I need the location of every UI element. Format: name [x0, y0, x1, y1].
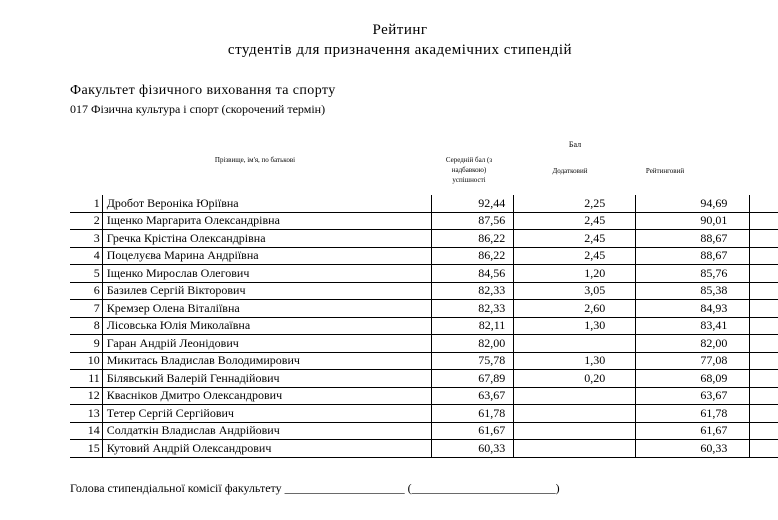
student-name: Поцелуєва Марина Андріївна — [102, 247, 431, 265]
table-row — [70, 370, 778, 388]
average-score: 63,67 — [431, 387, 513, 405]
average-score: 60,33 — [431, 440, 513, 458]
row-number: 12 — [70, 387, 102, 405]
table-row — [70, 352, 778, 370]
row-number: 15 — [70, 440, 102, 458]
average-score: 92,44 — [431, 195, 513, 212]
student-name: Микитась Владислав Володимирович — [102, 352, 431, 370]
table-row — [70, 247, 778, 265]
rating-table — [70, 195, 778, 458]
additional-score — [514, 387, 636, 405]
additional-score: 1,30 — [514, 352, 636, 370]
table-row — [70, 212, 778, 230]
rating-score: 63,67 — [636, 387, 750, 405]
row-number: 8 — [70, 317, 102, 335]
additional-score — [514, 335, 636, 353]
table-row-spacer — [750, 335, 778, 353]
student-name: Квасніков Дмитро Олександрович — [102, 387, 431, 405]
rating-score: 77,08 — [636, 352, 750, 370]
row-number: 10 — [70, 352, 102, 370]
rating-score: 84,93 — [636, 300, 750, 318]
average-score: 82,33 — [431, 282, 513, 300]
table-row — [70, 230, 778, 248]
table-row — [70, 282, 778, 300]
document-title: Рейтинг — [372, 22, 428, 38]
student-name: Тетер Сергій Сергійович — [102, 405, 431, 423]
student-name: Іщенко Мирослав Олегович — [102, 265, 431, 283]
student-name: Гречка Крістіна Олександрівна — [102, 230, 431, 248]
row-number: 14 — [70, 422, 102, 440]
rating-score: 88,67 — [636, 230, 750, 248]
student-name: Білявський Валерій Геннадійович — [102, 370, 431, 388]
table-row-spacer — [750, 300, 778, 318]
average-score: 82,11 — [431, 317, 513, 335]
average-score: 82,00 — [431, 335, 513, 353]
average-score: 61,78 — [431, 405, 513, 423]
student-name: Кутовий Андрій Олександрович — [102, 440, 431, 458]
row-number: 11 — [70, 370, 102, 388]
row-number: 1 — [70, 195, 102, 212]
rating-score: 60,33 — [636, 440, 750, 458]
student-name: Кремзер Олена Віталіївна — [102, 300, 431, 318]
table-row-spacer — [750, 195, 778, 212]
table-row-spacer — [750, 440, 778, 458]
table-row-spacer — [750, 247, 778, 265]
average-score: 61,67 — [431, 422, 513, 440]
additional-score: 3,05 — [514, 282, 636, 300]
rating-score: 68,09 — [636, 370, 750, 388]
table-row — [70, 317, 778, 335]
table-row-spacer — [750, 212, 778, 230]
row-number: 13 — [70, 405, 102, 423]
table-row-spacer — [750, 352, 778, 370]
additional-score — [514, 440, 636, 458]
additional-score: 2,60 — [514, 300, 636, 318]
student-name: Дробот Вероніка Юріївна — [102, 195, 431, 212]
table-row — [70, 440, 778, 458]
average-score: 84,56 — [431, 265, 513, 283]
document-subtitle: студентів для призначення академічних стипендій — [227, 42, 573, 58]
table-row — [70, 265, 778, 283]
rating-score: 83,41 — [636, 317, 750, 335]
rating-score: 94,69 — [636, 195, 750, 212]
column-header-name: Прізвище, ім'я, по батькові — [214, 156, 296, 164]
column-header-score-group: Бал — [568, 140, 582, 149]
rating-score: 90,01 — [636, 212, 750, 230]
row-number: 4 — [70, 247, 102, 265]
table-row-spacer — [750, 422, 778, 440]
table-row — [70, 387, 778, 405]
row-number: 6 — [70, 282, 102, 300]
average-score: 86,22 — [431, 247, 513, 265]
rating-score: 88,67 — [636, 247, 750, 265]
row-number: 7 — [70, 300, 102, 318]
student-name: Солдаткін Владислав Андрійович — [102, 422, 431, 440]
additional-score — [514, 405, 636, 423]
student-name: Гаран Андрій Леонідович — [102, 335, 431, 353]
row-number: 9 — [70, 335, 102, 353]
table-row — [70, 300, 778, 318]
rating-score: 85,38 — [636, 282, 750, 300]
column-header-rating: Рейтинговий — [645, 167, 685, 175]
table-row — [70, 405, 778, 423]
row-number: 3 — [70, 230, 102, 248]
average-score: 67,89 — [431, 370, 513, 388]
additional-score: 0,20 — [514, 370, 636, 388]
table-row — [70, 195, 778, 212]
additional-score: 2,45 — [514, 212, 636, 230]
additional-score — [514, 422, 636, 440]
faculty-name: Факультет фізичного виховання та спорту — [70, 83, 336, 98]
additional-score: 2,45 — [514, 230, 636, 248]
table-row-spacer — [750, 370, 778, 388]
additional-score: 2,45 — [514, 247, 636, 265]
rating-score: 82,00 — [636, 335, 750, 353]
student-name: Базилев Сергій Вікторович — [102, 282, 431, 300]
rating-score: 61,67 — [636, 422, 750, 440]
table-row — [70, 335, 778, 353]
signature-line: Голова стипендіальної комісії факультету ____________________ (________________________) — [70, 481, 560, 495]
average-score: 75,78 — [431, 352, 513, 370]
student-name: Лісовська Юлія Миколаївна — [102, 317, 431, 335]
table-row-spacer — [750, 317, 778, 335]
average-score: 82,33 — [431, 300, 513, 318]
additional-score: 2,25 — [514, 195, 636, 212]
rating-score: 85,76 — [636, 265, 750, 283]
program-name: 017 Фізична культура і спорт (скорочений термін) — [70, 102, 326, 116]
row-number: 2 — [70, 212, 102, 230]
table-row-spacer — [750, 282, 778, 300]
student-name: Іщенко Маргарита Олександрівна — [102, 212, 431, 230]
additional-score: 1,30 — [514, 317, 636, 335]
column-header-average: Середній бал (з надбавкою) успішності — [445, 156, 493, 184]
additional-score: 1,20 — [514, 265, 636, 283]
column-header-additional: Додатковий — [552, 167, 588, 175]
average-score: 86,22 — [431, 230, 513, 248]
average-score: 87,56 — [431, 212, 513, 230]
table-row — [70, 422, 778, 440]
row-number: 5 — [70, 265, 102, 283]
table-row-spacer — [750, 265, 778, 283]
table-row-spacer — [750, 405, 778, 423]
table-row-spacer — [750, 230, 778, 248]
rating-score: 61,78 — [636, 405, 750, 423]
rating-table-body — [70, 195, 778, 457]
table-row-spacer — [750, 387, 778, 405]
